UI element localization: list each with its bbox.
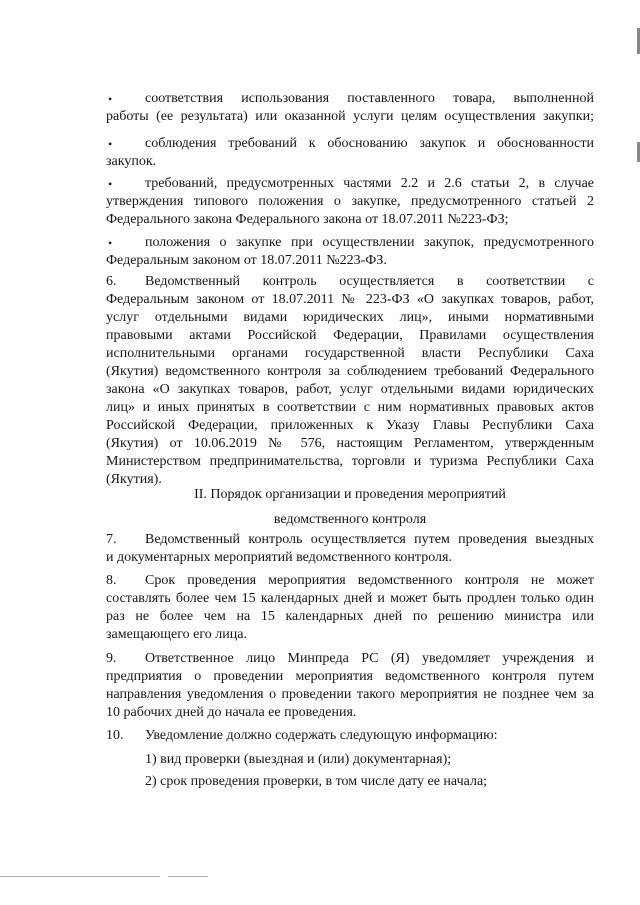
footer-rule — [0, 876, 160, 877]
para-6-line: правовыми актами Российской Федерации, Правилами осуществления — [106, 328, 594, 343]
para-6-line: Ведомственный контроль осуществляется в соответствии с — [145, 274, 594, 289]
bullet-3-line-2: утверждения типового положения о закупке, предусмотренного статьей 2 — [106, 194, 594, 209]
bullet-marker: • — [108, 92, 113, 106]
para-6-line: (Якутия) от 10.06.2019 № 576, настоящим Регламентом, утвержденным — [106, 436, 594, 451]
bullet-2-line-1: соблюдения требований к обоснованию закупок и обоснованности — [145, 136, 594, 151]
para-6-line: (Якутия) ведомственного контроля за соблюдением требований Федерального — [106, 364, 594, 379]
bullet-marker: • — [108, 236, 113, 250]
para-6-line: исполнительными органами государственной власти Республики Саха — [106, 346, 594, 361]
para-6-line: Федеральным законом от 18.07.2011 № 223-ФЗ «О закупках товаров, работ, — [106, 292, 594, 307]
section-heading: ведомственного контроля — [273, 512, 427, 527]
footer-rule — [168, 876, 208, 877]
list-item: 2) срок проведения проверки, в том числе дату ее начала; — [145, 774, 488, 789]
paragraph-number: 6. — [106, 274, 117, 289]
para-8-line: составлять более чем 15 календарных дней и может быть продлен только один — [106, 591, 594, 606]
section-heading: II. Порядок организации и проведения мероприятий — [194, 487, 506, 502]
para-9-line: 10 рабочих дней до начала ее проведения. — [106, 705, 357, 720]
paragraph-number: 9. — [106, 651, 117, 666]
bullet-2-line-2: закупок. — [106, 154, 157, 169]
para-6-line: услуг отдельными видами юридических лиц», иными нормативными — [106, 310, 594, 325]
para-10-line: Уведомление должно содержать следующую информацию: — [145, 728, 498, 743]
para-6-line: (Якутия). — [106, 472, 162, 487]
para-8-line: замещающего его лица. — [106, 627, 247, 642]
para-7-line: Ведомственный контроль осуществляется путем проведения выездных — [145, 532, 594, 547]
para-9-line: предприятия о проведении мероприятия ведомственного контроля путем — [106, 669, 594, 684]
bullet-1-line-1: соответствия использования поставленного товара, выполненной — [145, 91, 594, 106]
para-6-line: Министерством предпринимательства, торговли и туризма Республики Саха — [106, 454, 594, 469]
para-7-line: и документарных мероприятий ведомственного контроля. — [106, 550, 452, 565]
para-6-line: лиц» и иных принятых в соответствии с ним нормативных правовых актов — [106, 400, 594, 415]
paragraph-number: 8. — [106, 573, 117, 588]
para-6-line: Российской Федерации, приложенных к Указу Главы Республики Саха — [106, 418, 594, 433]
bullet-3-line-1: требований, предусмотренных частями 2.2 и 2.6 статьи 2, в случае — [145, 176, 594, 191]
para-9-line: Ответственное лицо Минпреда РС (Я) уведомляет учреждения и — [145, 651, 594, 666]
paragraph-number: 10. — [106, 728, 124, 743]
bullet-3-line-3: Федерального закона Федерального закона от 18.07.2011 №223-ФЗ; — [106, 212, 509, 227]
para-9-line: направления уведомления о проведении такого мероприятия не позднее чем за — [106, 687, 594, 702]
bullet-4-line-2: Федеральным законом от 18.07.2011 №223-ФЗ. — [106, 253, 387, 268]
para-6-line: закона «О закупках товаров, работ, услуг отдельными видами юридических — [106, 382, 594, 397]
list-item: 1) вид проверки (выездная и (или) документарная); — [145, 752, 452, 767]
bullet-4-line-1: положения о закупке при осуществлении закупок, предусмотренного — [145, 235, 594, 250]
para-8-line: раз не более чем на 15 календарных дней по решению министра или — [106, 609, 594, 624]
bullet-marker: • — [108, 177, 113, 191]
bullet-1-line-2: работы (ее результата) или оказанной услуги целям осуществления закупки; — [106, 109, 594, 124]
paragraph-number: 7. — [106, 532, 117, 547]
para-8-line: Срок проведения мероприятия ведомственного контроля не может — [145, 573, 594, 588]
bullet-marker: • — [108, 137, 113, 151]
